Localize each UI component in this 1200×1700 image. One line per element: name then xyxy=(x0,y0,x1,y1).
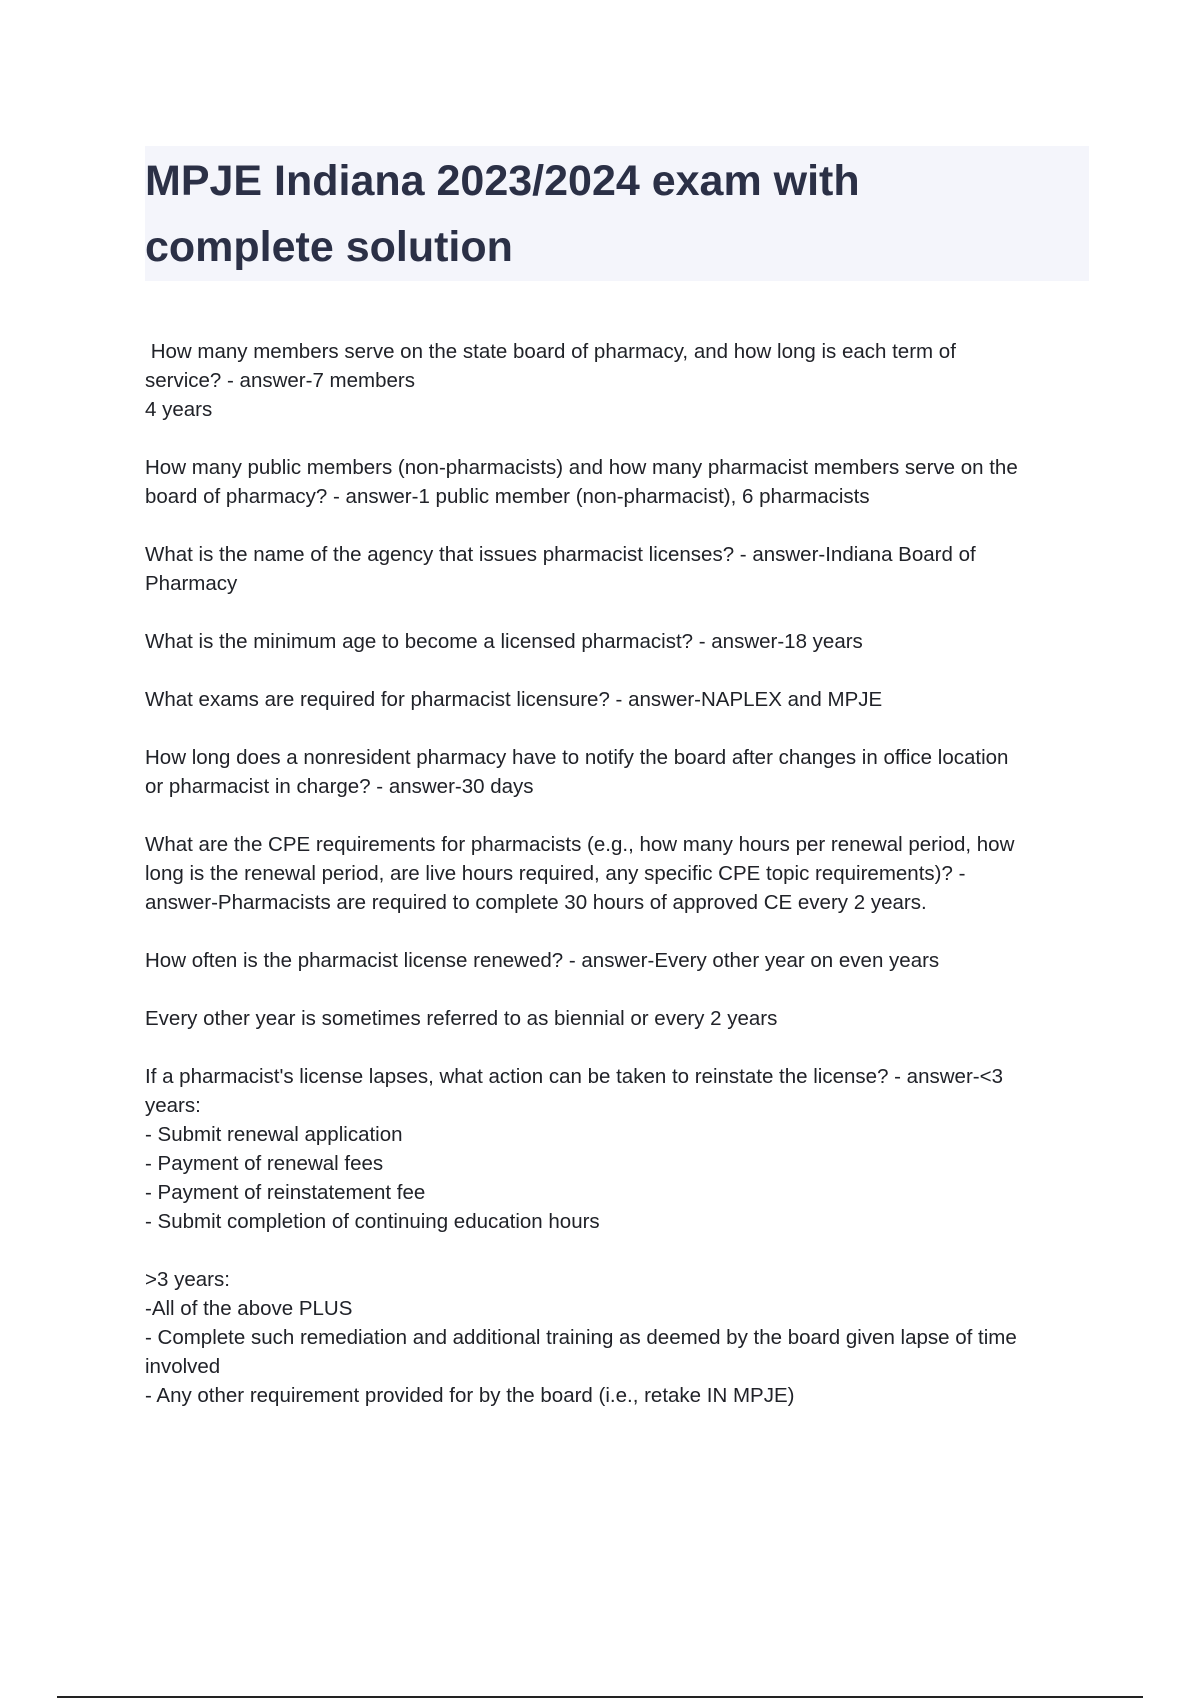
title-line: MPJE Indiana 2023/2024 exam with xyxy=(145,157,860,205)
text-line: board of pharmacy? - answer-1 public member (non-pharmacist), 6 pharmacists xyxy=(145,485,870,508)
page-title xyxy=(145,146,1089,280)
list-item: - Submit renewal application xyxy=(145,1123,403,1146)
footer-divider xyxy=(57,1696,1143,1698)
text-line: If a pharmacist's license lapses, what action can be taken to reinstate the license? - answer-<3 xyxy=(145,1065,1003,1088)
qa-block-licensing-agency xyxy=(145,540,1095,598)
text-line: 4 years xyxy=(145,398,213,421)
qa-block-cpe-requirements xyxy=(145,830,1095,917)
qa-block-biennial-note xyxy=(145,1004,1095,1033)
list-item: - Submit completion of continuing education hours xyxy=(145,1210,600,1233)
qa-block-exams xyxy=(145,685,1095,714)
text-line: Every other year is sometimes referred to as biennial or every 2 years xyxy=(145,1007,778,1030)
qa-block-lapsed-license xyxy=(145,1062,1095,1236)
qa-block-minimum-age xyxy=(145,627,1095,656)
text-line: How many members serve on the state board of pharmacy, and how long is each term of xyxy=(145,340,956,363)
list-item: - Any other requirement provided for by the board (i.e., retake IN MPJE) xyxy=(145,1384,795,1407)
qa-block-public-members xyxy=(145,453,1095,511)
text-line: involved xyxy=(145,1355,221,1378)
text-line: How many public members (non-pharmacists) and how many pharmacist members serve on the xyxy=(145,456,1018,479)
text-line: long is the renewal period, are live hours required, any specific CPE topic requirements)? - xyxy=(145,862,966,885)
text-line: What are the CPE requirements for pharmacists (e.g., how many hours per renewal period, how xyxy=(145,833,1015,856)
text-line: >3 years: xyxy=(145,1268,230,1291)
list-item: - Payment of renewal fees xyxy=(145,1152,384,1175)
text-line: What is the minimum age to become a licensed pharmacist? - answer-18 years xyxy=(145,630,863,653)
list-item: - Payment of reinstatement fee xyxy=(145,1181,426,1204)
list-item: -All of the above PLUS xyxy=(145,1297,353,1320)
text-line: answer-Pharmacists are required to complete 30 hours of approved CE every 2 years. xyxy=(145,891,927,914)
title-line: complete solution xyxy=(145,223,513,271)
text-line: or pharmacist in charge? - answer-30 days xyxy=(145,775,534,798)
qa-block-board-members xyxy=(145,337,1095,424)
list-item: - Complete such remediation and additional training as deemed by the board given lapse of time xyxy=(145,1326,1017,1349)
text-line: service? - answer-7 members xyxy=(145,369,415,392)
qa-block-nonresident-notice xyxy=(145,743,1095,801)
text-line: How long does a nonresident pharmacy have to notify the board after changes in office location xyxy=(145,746,1009,769)
text-line: How often is the pharmacist license renewed? - answer-Every other year on even years xyxy=(145,949,940,972)
text-line: years: xyxy=(145,1094,201,1117)
text-line: Pharmacy xyxy=(145,572,238,595)
qa-block-renewal-frequency xyxy=(145,946,1095,975)
text-line: What exams are required for pharmacist licensure? - answer-NAPLEX and MPJE xyxy=(145,688,883,711)
qa-content xyxy=(145,337,1095,1410)
text-line: What is the name of the agency that issues pharmacist licenses? - answer-Indiana Board of xyxy=(145,543,976,566)
title-banner xyxy=(145,146,1089,281)
qa-block-over-three-years xyxy=(145,1265,1095,1410)
